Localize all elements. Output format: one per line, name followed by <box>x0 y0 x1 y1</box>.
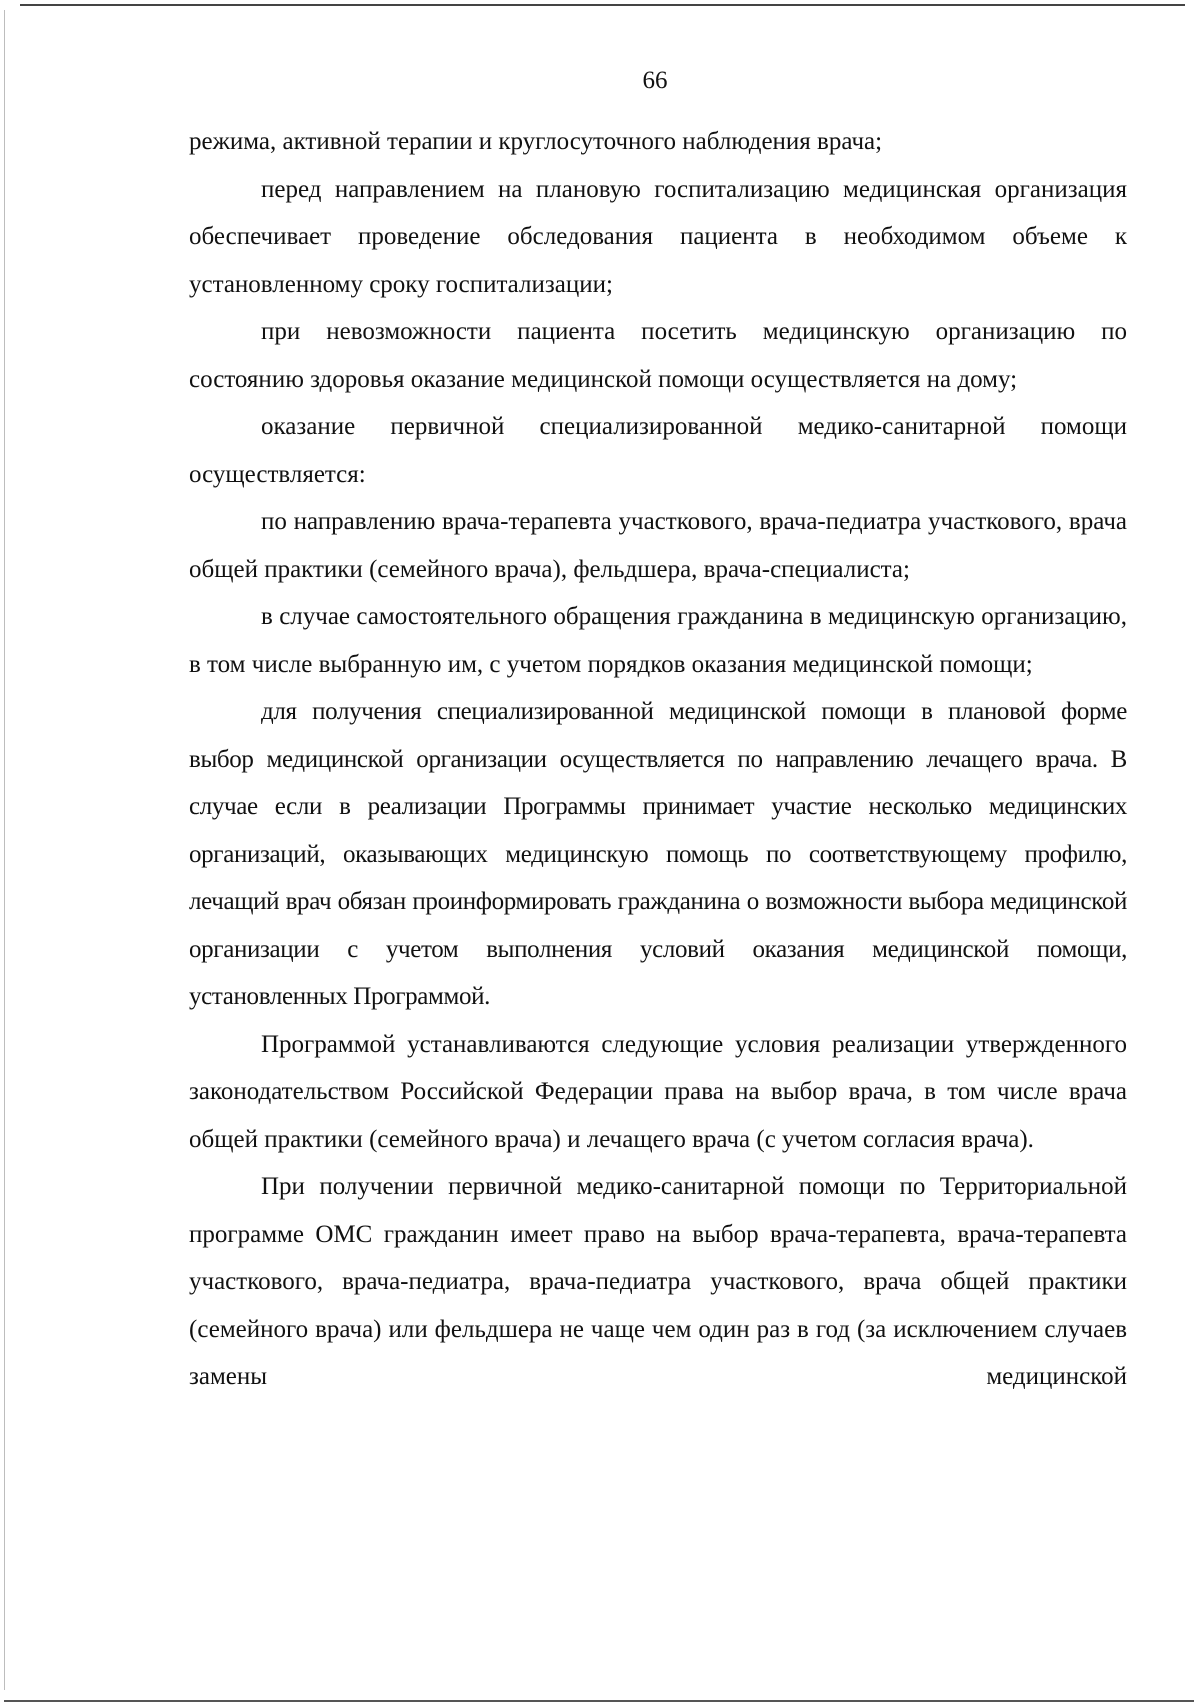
paragraph-1: режима, активной терапии и круглосуточного наблюдения врача; <box>189 128 883 155</box>
paragraph-9: При получении первичной медико-санитарной помощи по Территориальной программе ОМС гражданин имеет право на выбор врача-терапевта, врача-терапевта участкового, врача-педиатра, врача-педиатра участкового, врача общей практики (семейного врача) или фельдшера не чаще чем один раз в год (за исключением случаев замены медицинской <box>189 1173 1127 1390</box>
scan-bottom-border <box>4 1700 1194 1702</box>
paragraph-3: при невозможности пациента посетить медицинскую организацию по состоянию здоровья оказание медицинской помощи осуществляется на дому; <box>189 318 1127 393</box>
paragraph-2: перед направлением на плановую госпитализацию медицинская организация обеспечивает проведение обследования пациента в необходимом объеме к установленному сроку госпитализации; <box>189 175 1127 298</box>
scan-top-border <box>20 4 1185 6</box>
paragraph-8: Программой устанавливаются следующие условия реализации утвержденного законодательством Российской Федерации права на выбор врача, в том числе врача общей практики (семейного врача) и лечащего врача (с учетом согласия врача). <box>189 1030 1127 1153</box>
document-body <box>189 118 1127 1401</box>
paragraph-4: оказание первичной специализированной медико-санитарной помощи осуществляется: <box>189 413 1127 488</box>
page-number: 66 <box>642 67 668 94</box>
paragraph-6: в случае самостоятельного обращения гражданина в медицинскую организацию, в том числе выбранную им, с учетом порядков оказания медицинской помощи; <box>189 603 1127 678</box>
paragraph-5: по направлению врача-терапевта участкового, врача-педиатра участкового, врача общей практики (семейного врача), фельдшера, врача-специалиста; <box>189 508 1127 583</box>
paragraph-7: для получения специализированной медицинской помощи в плановой форме выбор медицинской организации осуществляется по направлению лечащего врача. В случае если в реализации Программы принимает участие несколько медицинских организаций, оказывающих медицинскую помощь по соответствующему профилю, лечащий врач обязан проинформировать гражданина о возможности выбора медицинской организации с учетом выполнения условий оказания медицинской помощи, установленных Программой. <box>189 698 1127 1010</box>
scan-left-border <box>4 10 5 1690</box>
